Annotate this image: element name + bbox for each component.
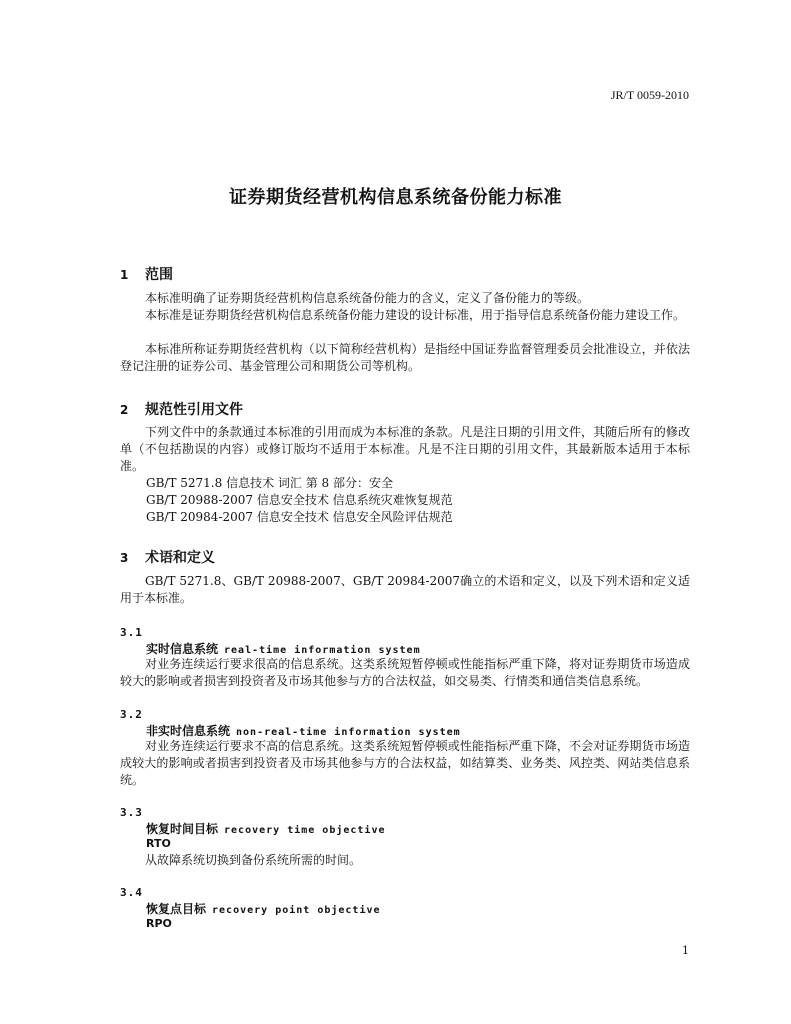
term-abbreviation: RTO (146, 837, 171, 850)
reference-item: GB/T 5271.8 信息技术 词汇 第 8 部分：安全 (146, 476, 393, 490)
section-title: 术语和定义 (145, 550, 215, 566)
document-title: 证券期货经营机构信息系统备份能力标准 (229, 187, 562, 208)
term-definition: 对业务连续运行要求很高的信息系统。这类系统短暂停顿或性能指标严重下降，将对证券期货市场造成较大的影响或者损害到投资者及市场其他参与方的合法权益，如交易类、行情类和通信类信息系统。 (120, 657, 690, 688)
term-name-cn: 实时信息系统 (146, 642, 219, 656)
reference-item: GB/T 20988-2007 信息安全技术 信息系统灾难恢复规范 (146, 493, 453, 507)
term-number: 3.2 (120, 708, 143, 721)
standard-code: JR/T 0059-2010 (610, 88, 689, 102)
section-2-heading (120, 399, 243, 419)
term-name-en: real-time information system (224, 645, 421, 656)
section-number: 1 (120, 268, 129, 282)
term-name (146, 820, 386, 837)
reference-item: GB/T 20984-2007 信息安全技术 信息安全风险评估规范 (146, 510, 453, 524)
term-name (146, 640, 421, 657)
paragraph: 本标准是证券期货经营机构信息系统备份能力建设的设计标准，用于指导信息系统备份能力建设工作。 (145, 308, 686, 322)
term-name-en: non-real-time information system (236, 727, 461, 738)
term-definition: 从故障系统切换到备份系统所需的时间。 (145, 853, 362, 867)
term-definition: 对业务连续运行要求不高的信息系统。这类系统短暂停顿或性能指标严重下降，不会对证券期货市场造成较大的影响或者损害到投资者及市场其他参与方的合法权益，如结算类、业务类、风控类、网站类信息系统。 (120, 739, 690, 787)
section-number: 2 (120, 403, 129, 417)
term-name (146, 900, 381, 917)
term-number: 3.1 (120, 626, 143, 639)
page-number: 1 (682, 944, 689, 957)
term-name-cn: 恢复点目标 (146, 902, 207, 916)
section-number: 3 (120, 551, 129, 565)
paragraph: 本标准所称证券期货经营机构（以下简称经营机构）是指经中国证券监督管理委员会批准设立，并依法登记注册的证券公司、基金管理公司和期货公司等机构。 (120, 342, 690, 373)
term-number: 3.4 (120, 886, 143, 899)
section-3-heading (120, 547, 215, 567)
term-name (146, 722, 461, 739)
term-name-en: recovery point objective (212, 905, 381, 916)
paragraph: 下列文件中的条款通过本标准的引用而成为本标准的条款。凡是注日期的引用文件，其随后所有的修改单（不包括勘误的内容）或修订版均不适用于本标准。凡是不注日期的引用文件，其最新版本适用于本标准。 (120, 425, 690, 473)
term-number: 3.3 (120, 806, 143, 819)
section-title: 范围 (145, 267, 173, 283)
paragraph: GB/T 5271.8、GB/T 20988-2007、GB/T 20984-2007确立的术语和定义，以及下列术语和定义适用于本标准。 (120, 574, 690, 605)
term-name-en: recovery time objective (224, 825, 386, 836)
term-name-cn: 非实时信息系统 (146, 724, 231, 738)
section-title: 规范性引用文件 (145, 402, 243, 418)
term-abbreviation: RPO (146, 917, 172, 930)
section-1-heading (120, 264, 173, 284)
term-name-cn: 恢复时间目标 (146, 822, 219, 836)
paragraph: 本标准明确了证券期货经营机构信息系统备份能力的含义，定义了备份能力的等级。 (145, 291, 590, 305)
